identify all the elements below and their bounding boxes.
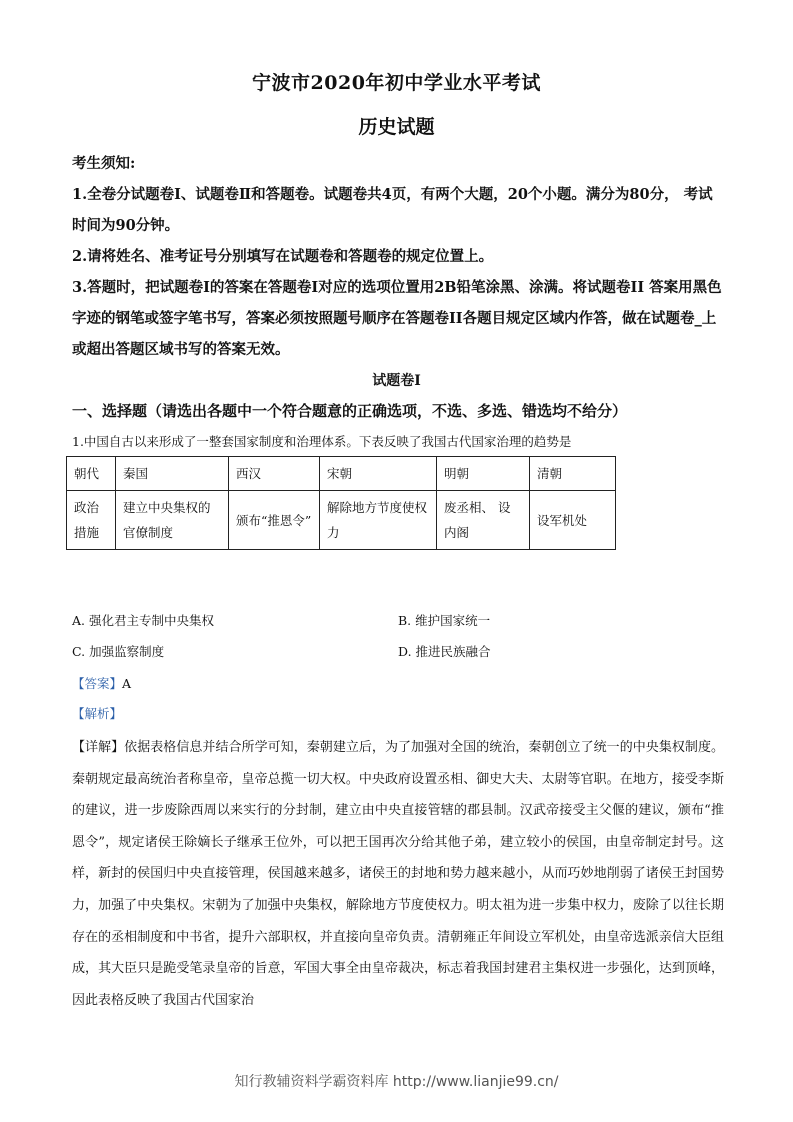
table-cell: 废丞相、 设内阁 xyxy=(437,491,530,550)
answer-value: A xyxy=(122,676,132,691)
table-cell: 秦国 xyxy=(116,457,229,491)
detail-text: 依据表格信息并结合所学可知，秦朝建立后，为了加强对全国的统治，秦朝创立了统一的中央集权制度。秦朝规定最高统治者称皇帝，皇帝总揽一切大权。中央政府设置丞相、御史大夫、太尉等官职。在地方，接受李斯的建议，进一步废除西周以来实行的分封制，建立由中央直接管辖的郡县制。汉武帝接受主父偃的建议，颁布“推恩令”，规定诸侯王除嫡长子继承王位外，可以把王国再次分给其他子弟，建立较小的侯国，由皇帝制定封号。这样，新封的侯国归中央直接管理，侯国越来越多，诸侯王的封地和势力越来越小，从而巧妙地削弱了诸侯王封国势力，加强了中央集权。宋朝为了加强中央集权，解除地方节度使权力。明太祖为进一步集中权力，废除了以往长期存在的丞相制度和中书省，提升六部职权，并直接向皇帝负责。清朝雍正年间设立军机处，由皇帝选派亲信大臣组成，其大臣只是跪受笔录皇帝的旨意，军国大事全由皇帝裁决，标志着我国封建君主集权进一步强化，达到顶峰，因此表格反映了我国古代国家治 xyxy=(72,740,724,1008)
notice-item-1: 1.全卷分试题卷Ⅰ、试题卷Ⅱ和答题卷。试题卷共4页，有两个大题，20个小题。满分为80分， 考试时间为90分钟。 xyxy=(72,186,713,234)
page-title: 宁波市2020年初中学业水平考试 xyxy=(252,72,541,94)
option-c: C. 加强监察制度 xyxy=(72,644,165,659)
dynasty-table xyxy=(66,456,616,550)
exam-notice xyxy=(72,148,724,365)
table-cell: 政治措施 xyxy=(67,491,116,550)
table-cell: 建立中央集权的官僚制度 xyxy=(116,491,229,550)
analysis-line xyxy=(72,704,122,722)
analysis-label: 【解析】 xyxy=(72,706,123,721)
section-title: 试题卷I xyxy=(372,373,421,389)
answer-label: 【答案】 xyxy=(72,676,123,691)
table-row xyxy=(67,491,616,550)
table-cell: 西汉 xyxy=(229,457,320,491)
part-title: 一、选择题（请选出各题中一个符合题意的正确选项，不选、多选、错选均不给分） xyxy=(72,402,628,420)
table-cell: 清朝 xyxy=(530,457,616,491)
table-cell: 宋朝 xyxy=(320,457,437,491)
detail-explanation xyxy=(72,732,724,1016)
notice-heading: 考生须知: xyxy=(72,155,136,172)
page-subtitle: 历史试题 xyxy=(358,116,435,138)
notice-item-3: 3.答题时，把试题卷Ⅰ的答案在答题卷Ⅰ对应的选项位置用2B铅笔涂黑、涂满。将试题卷II 答案用黑色字迹的钢笔或签字笔书写，答案必须按照题号顺序在答题卷II各题目规定区域内作答，做在试题卷_上或超出答题区域书写的答案无效。 xyxy=(72,279,722,358)
option-b: B. 维护国家统一 xyxy=(398,613,491,628)
table-cell: 设军机处 xyxy=(530,491,616,550)
question-1-stem: 1.中国自古以来形成了一整套国家制度和治理体系。下表反映了我国古代国家治理的趋势是 xyxy=(72,434,572,449)
footer-watermark: 知行教辅资料学霸资料库 http://www.lianjie99.cn/ xyxy=(234,1074,559,1090)
detail-label: 【详解】 xyxy=(72,740,125,755)
table-cell: 明朝 xyxy=(437,457,530,491)
option-d: D. 推进民族融合 xyxy=(398,644,491,659)
table-cell: 朝代 xyxy=(67,457,116,491)
option-a: A. 强化君主专制中央集权 xyxy=(72,613,214,628)
answer-line xyxy=(72,674,131,692)
table-cell: 解除地方节度使权力 xyxy=(320,491,437,550)
notice-item-2: 2.请将姓名、准考证号分别填写在试题卷和答题卷的规定位置上。 xyxy=(72,248,494,265)
table-cell: 颁布“推恩令” xyxy=(229,491,320,550)
table-header-row xyxy=(67,457,616,491)
